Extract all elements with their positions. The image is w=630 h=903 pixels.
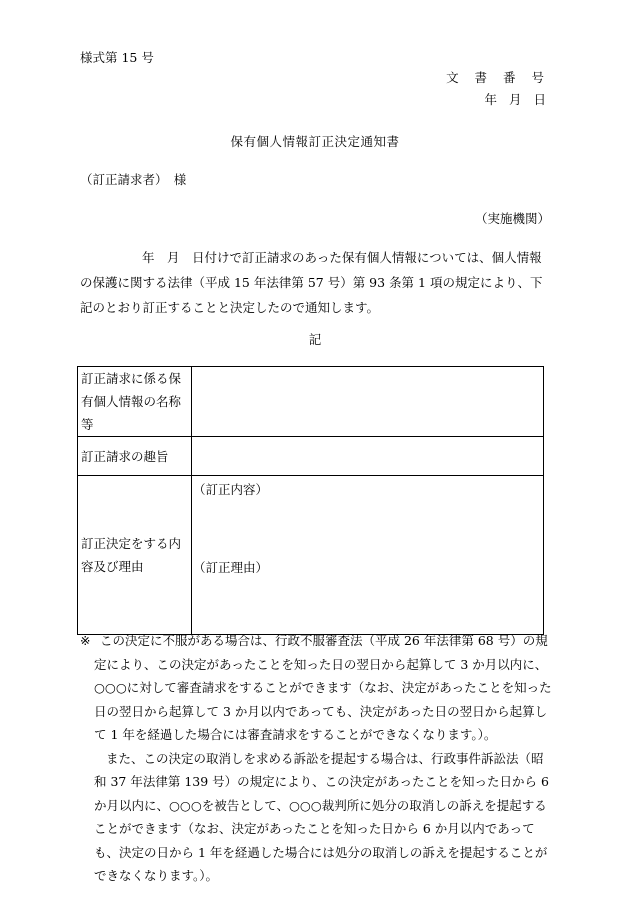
correction-reason-label: （訂正理由）	[193, 560, 269, 575]
note-mark: ※	[80, 633, 91, 648]
row-value-info-name	[192, 367, 544, 437]
table-row	[78, 476, 544, 635]
issuing-agency: （実施機関）	[474, 211, 550, 226]
row-value-decision-content	[192, 476, 544, 635]
correction-content-label: （訂正内容）	[193, 482, 269, 497]
table-row	[78, 437, 544, 476]
row-label-info-name: 訂正請求に係る保有個人情報の名称等	[78, 367, 192, 437]
row-label-request-purpose: 訂正請求の趣旨	[78, 437, 192, 476]
row-value-request-purpose	[192, 437, 544, 476]
document-title: 保有個人情報訂正決定通知書	[230, 134, 400, 149]
decision-table	[77, 366, 544, 635]
note-paragraph-review-text: この決定に不服がある場合は、行政不服審査法（平成 26 年法律第 68 号）の規定により、この決定があったことを知った日の翌日から起算して 3 か月以内に、○○○に対して審査請求をすることができます（なお、決定があったことを知った日の翌日から起算して 3 か月以内であっても、決定があった日の翌日から起算して 1 年を経過した場合には審査請求をすることができなくなります。）。	[94, 633, 552, 742]
document-number-label: 文 書 番 号	[446, 70, 550, 85]
appeal-note	[80, 629, 552, 888]
body-text	[80, 245, 550, 320]
date-label: 年 月 日	[484, 92, 550, 107]
row-label-decision-content: 訂正決定をする内容及び理由	[78, 476, 192, 635]
body-paragraph: 年 月 日付けで訂正請求のあった保有個人情報については、個人情報の保護に関する法律（平成 15 年法律第 57 号）第 93 条第 1 項の規定により、下記のとおり訂正することと決定したので通知します。	[80, 250, 543, 315]
ki-heading: 記	[308, 332, 322, 347]
recipient: （訂正請求者） 様	[80, 172, 187, 187]
table-row	[78, 367, 544, 437]
note-paragraph-lawsuit: また、この決定の取消しを求める訴訟を提起する場合は、行政事件訴訟法（昭和 37 年法律第 139 号）の規定により、この決定があったことを知った日から 6 か月以内に、○○○を被告として、○○○裁判所に処分の取消しの訴えを提起することができます（なお、決定があったことを知った日から 6 か月以内であっても、決定の日から 1 年を経過した場合には処分の取消しの訴えを提起することができなくなります。）。	[94, 750, 549, 883]
form-number: 様式第 15 号	[80, 50, 154, 65]
note-paragraph-review	[94, 629, 552, 747]
